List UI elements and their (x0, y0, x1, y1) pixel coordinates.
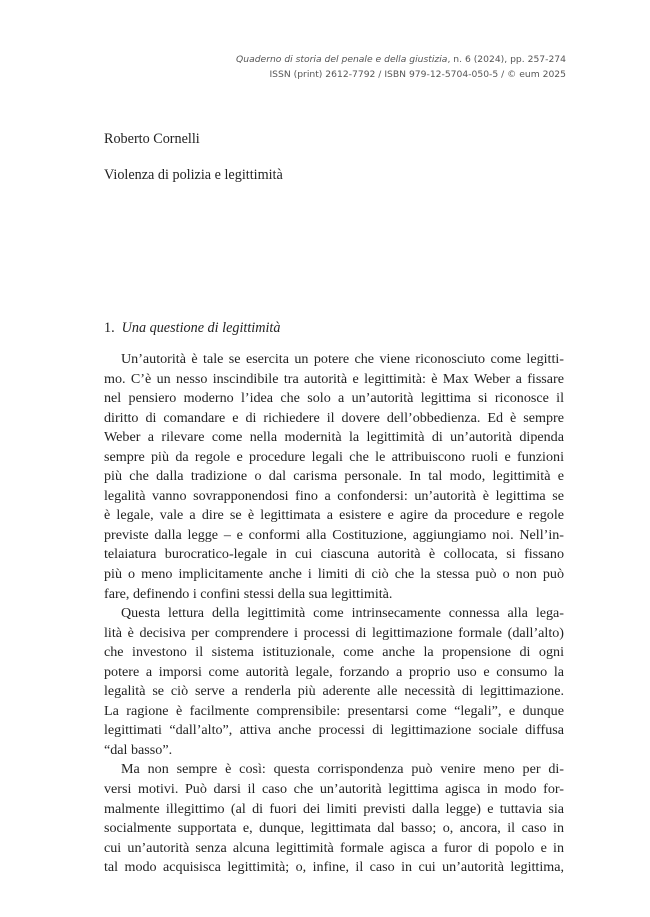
text-line: Un’autorità è tale se esercita un potere che viene riconosciuto come legitti- (121, 351, 564, 367)
text-line: legalità vanno sovrapponendosi fino a confondersi: un’autorità è legittima se (104, 487, 564, 504)
text-line: più o meno implicitamente anche i limiti di ciò che la stessa può o non può (104, 566, 564, 583)
journal-name: Quaderno di storia del penale e della giustizia (236, 54, 448, 65)
text-line: che investono il sistema istituzionale, come anche la propensione di ogni (104, 644, 564, 661)
text-line: potere a imporsi come autorità legale, forzando a proprio uso e consumo la (104, 663, 564, 680)
text-line: telaiatura burocratico-legale in cui ciascuna autorità è collocata, si fissano (104, 546, 564, 563)
text-line: nel pensiero moderno l’idea che solo a un’autorità legittima si riconosce il (104, 390, 564, 407)
journal-citation (236, 52, 566, 67)
text-line: legalità se ciò serve a renderla più aderente alle necessità di legittimazione. (104, 683, 564, 700)
text-line: cui un’autorità senza alcuna legittimità formale agisca a furor di popolo e in (104, 839, 564, 856)
text-line: “dal basso”. (104, 741, 173, 758)
text-line: è legale, vale a dire se è legittimata a esistere e agire da procedure e regole (104, 507, 564, 524)
text-line: fare, definendo i confini stessi della sua legittimità. (104, 585, 393, 602)
text-line: Ma non sempre è così: questa corrispondenza può venire meno per di- (121, 761, 564, 778)
article-author: Roberto Cornelli (104, 131, 200, 147)
text-line: diritto di comandare e di richiedere il dovere dell’obbedienza. Ed è sempre (104, 409, 564, 426)
section-number: 1. (104, 320, 115, 336)
text-line: Weber a rilevare come nella modernità la legittimità di un’autorità dipenda (104, 429, 564, 446)
body-text (104, 350, 564, 878)
text-line: socialmente supportata e, dunque, legittimata dal basso; o, ancora, il caso in (104, 820, 564, 837)
journal-issue: , n. 6 (2024), pp. 257-274 (447, 54, 566, 65)
text-line: previste dalla legge – e conformi alla Costituzione, aggiungiamo noi. Nell’in- (104, 526, 564, 543)
journal-issn: ISSN (print) 2612-7792 / ISBN 979-12-5704-050-5 / © eum 2025 (269, 69, 566, 80)
text-line: Questa lettura della legittimità come intrinsecamente connessa alla lega- (121, 605, 564, 622)
text-line: più che dalla tradizione o dal carisma personale. In tal modo, legittimità e (104, 468, 564, 485)
text-line: sempre più da regole e procedure legali che le attribuiscono ruoli e funzioni (104, 448, 564, 465)
text-line: versi motivi. Può darsi il caso che un’autorità legittima agisca in modo for- (104, 781, 564, 798)
text-line: legittimati “dall’alto”, attiva anche processi di legittimazione sociale diffusa (104, 722, 564, 739)
text-line: lità è decisiva per comprendere i processi di legittimazione formale (dall’alto) (104, 624, 564, 641)
text-line: mo. C’è un nesso inscindibile tra autorità e legittimità: è Max Weber a fissare (104, 370, 564, 387)
journal-header (236, 52, 566, 82)
section-title: Una questione di legittimità (121, 320, 281, 336)
text-line: tal modo acquisisca legittimità; o, infine, il caso in cui un’autorità legittima, (104, 859, 564, 876)
article-title: Violenza di polizia e legittimità (104, 167, 283, 183)
text-line: malmente illegittimo (al di fuori dei limiti previsti dalla legge) e tuttavia sia (104, 800, 564, 817)
section-heading (104, 320, 280, 337)
text-line: La ragione è facilmente comprensibile: presentarsi come “legali”, e dunque (104, 702, 564, 719)
